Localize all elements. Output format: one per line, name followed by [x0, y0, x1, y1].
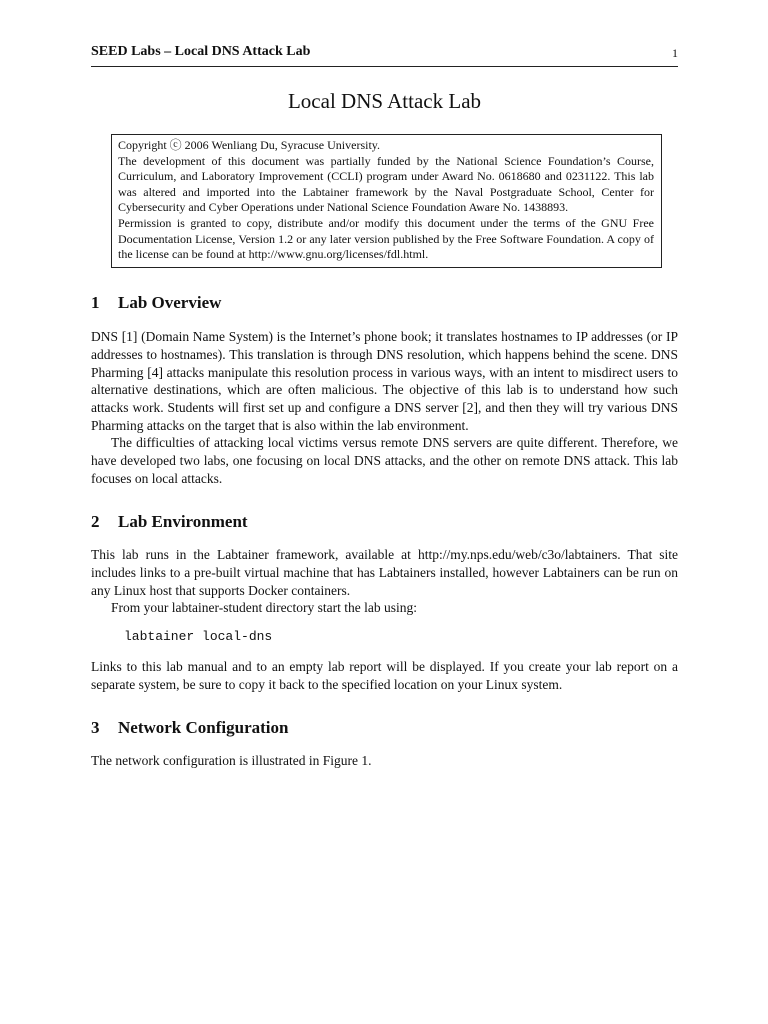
- section-heading-lab-environment: [91, 511, 678, 533]
- copyright-line: Copyright ⓒ 2006 Wenliang Du, Syracuse University.: [118, 138, 381, 152]
- environment-paragraph-1: This lab runs in the Labtainer framework, available at http://my.nps.edu/web/c3o/labtainers. That site includes links to a pre-built virtual machine that has Labtainers installed, however Labtainers can be run on any Linux host that supports Docker containers.: [91, 547, 678, 598]
- section-number: 3: [91, 718, 100, 737]
- section-number: 2: [91, 512, 100, 531]
- overview-paragraph-2: The difficulties of attacking local victims versus remote DNS servers are quite different. Therefore, we have developed two labs, one focusing on local DNS attacks, and the other on remote DNS attack. This lab focuses on local attacks.: [91, 435, 678, 486]
- document-title: Local DNS Attack Lab: [287, 89, 482, 113]
- section-title: Lab Overview: [118, 293, 222, 312]
- running-header: [91, 42, 678, 67]
- section-number: 1: [91, 293, 100, 312]
- license-notice: Permission is granted to copy, distribute and/or modify this document under the terms of the GNU Free Documentation License, Version 1.2 or any later version published by the Free Software Foundation. A copy of the license can be found at http://www.gnu.org/licenses/fdl.html.: [118, 215, 654, 262]
- funding-notice: The development of this document was partially funded by the National Science Foundation’s Course, Curriculum, and Laboratory Improvement (CCLI) program under Award No. 0618680 and 0231122. This lab was altered and imported into the Labtainer framework by the Naval Postgraduate School, Center for Cybersecurity and Cyber Operations under National Science Foundation Aware No. 1438893.: [118, 153, 654, 215]
- section-heading-network-configuration: [91, 717, 678, 739]
- command-code: labtainer local-dns: [124, 629, 273, 644]
- section-title: Lab Environment: [118, 512, 248, 531]
- section-heading-lab-overview: [91, 292, 678, 314]
- environment-paragraph-3: Links to this lab manual and to an empty lab report will be displayed. If you create your lab report on a separate system, be sure to copy it back to the specified location on your Linux system.: [91, 659, 678, 692]
- section-title: Network Configuration: [118, 718, 289, 737]
- overview-paragraph-1: DNS [1] (Domain Name System) is the Internet’s phone book; it translates hostnames to IP addresses (or IP addresses to hostnames). This translation is through DNS resolution, which happens behind the scene. DNS Pharming [4] attacks manipulate this resolution process in various ways, with an intent to misdirect users to alternative destinations, which are often malicious. The objective of this lab is to understand how such attacks work. Students will first set up and configure a DNS server [2], and then they will try various DNS Pharming attacks on the target that is also within the lab environment.: [91, 329, 678, 433]
- running-title: SEED Labs – Local DNS Attack Lab: [91, 44, 311, 59]
- copyright-box: [111, 134, 662, 268]
- network-paragraph-1: The network configuration is illustrated in Figure 1.: [91, 753, 372, 768]
- page-number: 1: [672, 46, 678, 60]
- environment-paragraph-2: From your labtainer-student directory start the lab using:: [111, 600, 418, 615]
